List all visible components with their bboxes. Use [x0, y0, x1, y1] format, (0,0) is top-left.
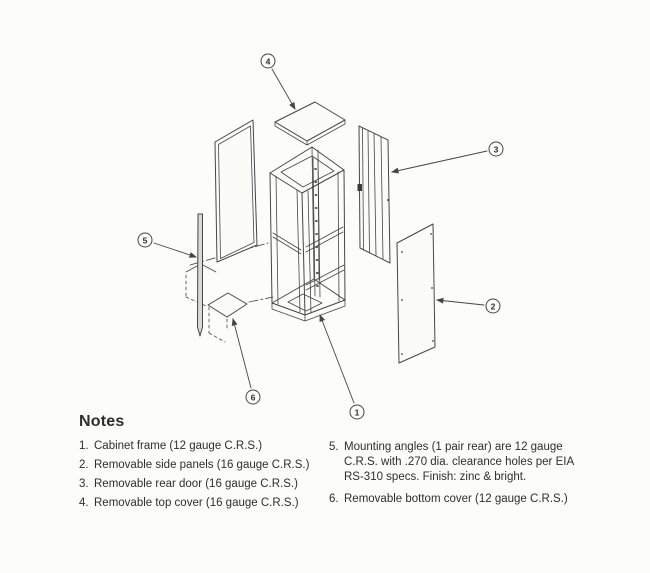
note-text: Cabinet frame (12 gauge C.R.S.)	[94, 440, 263, 452]
note-text: Removable rear door (16 gauge C.R.S.)	[94, 478, 298, 490]
note-number: 1.	[79, 440, 89, 452]
note-text: Removable top cover (16 gauge C.R.S.)	[94, 497, 299, 509]
mounting-angle-part	[186, 214, 216, 336]
notes-column-right	[329, 440, 601, 514]
note-number: 2.	[79, 459, 89, 471]
note-number: 3.	[79, 478, 89, 490]
bottom-cover-part	[208, 293, 247, 342]
callout-balloon-2: 2	[486, 299, 501, 314]
note-item-1	[79, 440, 341, 454]
door-latch-handle	[358, 184, 363, 191]
notes-column-left	[79, 440, 341, 516]
note-item-6	[329, 492, 601, 507]
note-item-5	[329, 440, 601, 485]
note-text: Removable bottom cover (12 gauge C.R.S.)	[344, 493, 568, 505]
leader-to-right-panel	[437, 300, 484, 305]
note-text: Mounting angles (1 pair rear) are 12 gauge C.R.S. with .270 dia. clearance holes per EIA RS-310 specs. Finish: zinc & bright.	[344, 441, 574, 483]
top-cover-part	[275, 102, 345, 145]
leader-to-mounting-angle	[154, 243, 196, 257]
callout-balloon-4: 4	[261, 54, 276, 69]
note-item-3	[79, 478, 341, 492]
rear-door-part	[358, 126, 391, 263]
note-number: 6.	[329, 493, 339, 505]
leader-to-cabinet-frame	[320, 315, 354, 403]
note-text: Removable side panels (16 gauge C.R.S.)	[94, 459, 310, 471]
note-number: 4.	[79, 497, 89, 509]
callout-balloon-6: 6	[246, 390, 261, 405]
side-panel-left-part	[215, 120, 257, 262]
note-item-2	[79, 459, 341, 473]
cabinet-frame-part	[270, 147, 345, 321]
callout-balloon-1: 1	[350, 405, 365, 420]
leader-to-rear-door	[392, 151, 487, 172]
callout-balloon-3: 3	[489, 142, 504, 157]
note-item-4	[79, 497, 341, 511]
callout-balloon-5: 5	[138, 233, 153, 248]
notes-heading: Notes	[79, 413, 125, 430]
side-panel-right-part	[397, 224, 435, 363]
note-number: 5.	[329, 441, 339, 453]
leader-to-bottom-cover	[233, 319, 251, 388]
leader-to-top-cover	[272, 69, 295, 109]
